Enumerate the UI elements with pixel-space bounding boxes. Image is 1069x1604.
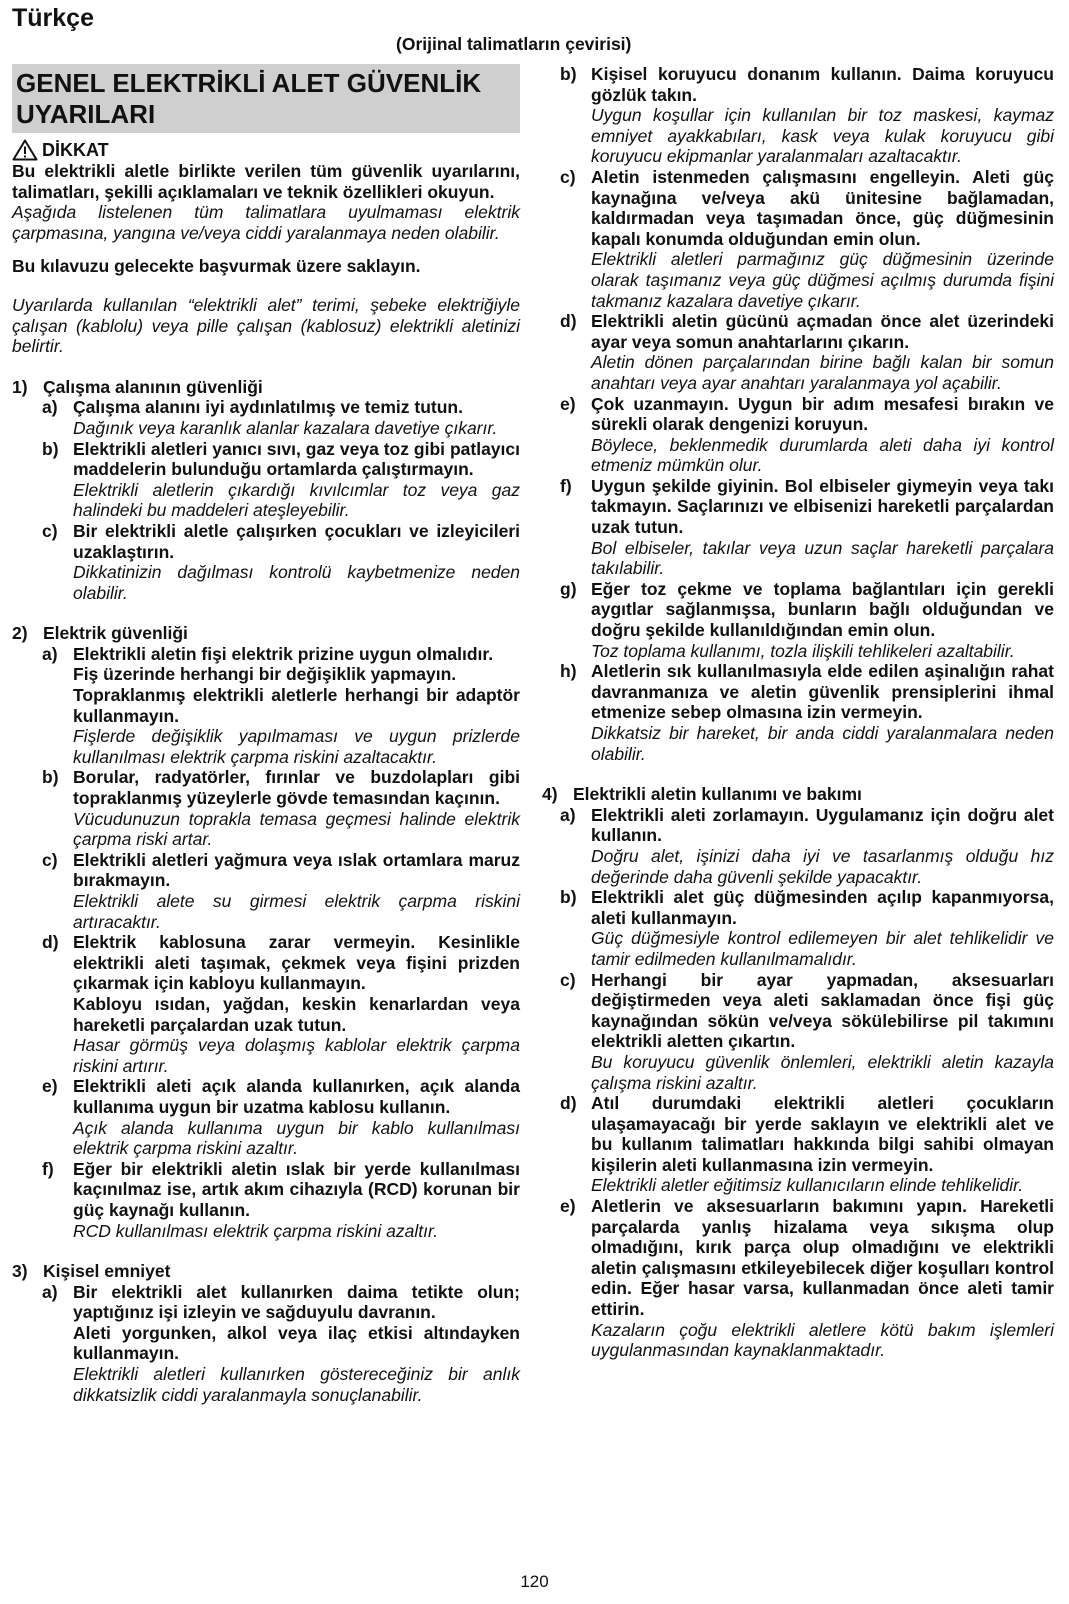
instruction-text: Borular, radyatörler, fırınlar ve buzdolapları gibi topraklanmış yüzeylerle gövde temasından kaçının. (73, 767, 520, 809)
instruction-text: Topraklanmış elektrikli aletlerle herhangi bir adaptör kullanmayın. (73, 685, 520, 726)
explanation-text: Elektrikli aletler eğitimsiz kullanıcıların elinde tehlikelidir. (591, 1175, 1024, 1196)
list-item (542, 64, 1054, 167)
instruction-text: Çalışma alanını iyi aydınlatılmış ve temiz tutun. (73, 397, 463, 418)
list-item (542, 1196, 1054, 1361)
explanation-text: Elektrikli aletleri parmağınız güç düğmesinin üzerinde olarak taşımanız veya güç düğmesi açılmış durumda fişini takmanız kazalara davetiye çıkarır. (591, 249, 1054, 311)
list-item (542, 311, 1054, 393)
explanation-text: RCD kullanılması elektrik çarpma riskini azaltır. (73, 1220, 438, 1241)
list-item (12, 521, 520, 603)
instruction-text: Elektrikli alet güç düğmesinden açılıp kapanmıyorsa, aleti kullanmayın. (591, 887, 1054, 928)
list-label: c) (42, 849, 58, 870)
right-column (542, 64, 1054, 1361)
list-label: g) (560, 578, 577, 599)
instruction-text: Çok uzanmayın. Uygun bir adım mesafesi bırakın ve sürekli olarak dengenizi koruyun. (591, 393, 1054, 435)
instruction-text: Aletlerin sık kullanılmasıyla elde edilen aşinalığın rahat davranmanıza ve aletin güvenlik prensiplerini ihmal etmenize sebep olmasına izin vermeyin. (591, 661, 1054, 723)
instruction-text: Bir elektrikli alet kullanırken daima tetikte olun; yaptığınız işi izleyin ve sağduyulu davranın. (73, 1281, 520, 1323)
list-item (12, 439, 520, 521)
list-label: 3) (12, 1261, 28, 1282)
instruction-text: Eğer toz çekme ve toplama bağlantıları için gerekli aygıtlar sağlanmışsa, bunların bağlı olduğundan ve doğru şekilde kullanıldığından emin olun. (591, 578, 1054, 641)
section-banner: GENEL ELEKTRİKLİ ALET GÜVENLİK UYARILARI (12, 64, 520, 133)
list-item (12, 1282, 520, 1406)
list-label: e) (560, 1196, 576, 1217)
warning-icon (12, 139, 38, 161)
explanation-text: Vücudunuzun toprakla temasa geçmesi halinde elektrik çarpma riski artar. (73, 808, 520, 850)
instruction-text: Uygun şekilde giyinin. Bol elbiseler giymeyin veya takı takmayın. Saçlarınızı ve elbisenizi hareketli parçalardan uzak tutun. (591, 475, 1054, 538)
list-label: a) (42, 643, 58, 664)
caution-consequence: Aşağıda listelenen tüm talimatlara uyulmaması elektrik çarpmasına, yangına ve/veya ciddi yaralanmaya neden olabilir. (12, 202, 520, 243)
list-label: b) (560, 887, 577, 908)
list-item (12, 1159, 520, 1241)
section-heading-1 (12, 377, 520, 398)
list-label: e) (560, 393, 576, 414)
section-heading-4 (542, 784, 1054, 805)
instruction-text: Elektrikli aleti zorlamayın. Uygulamanız için doğru alet kullanın. (591, 804, 1054, 846)
list-label: Çalışma alanının güvenliği (43, 376, 263, 397)
list-label: Kişisel emniyet (43, 1261, 171, 1282)
explanation-text: Böylece, beklenmedik durumlarda aleti daha iyi kontrol etmeniz mümkün olur. (591, 434, 1054, 476)
instruction-text: Kabloyu ısıdan, yağdan, keskin kenarlardan veya hareketli parçalardan uzak tutun. (73, 993, 520, 1035)
list-item (12, 850, 520, 932)
explanation-text: Güç düğmesiyle kontrol edilemeyen bir alet tehlikelidir ve tamir edilmeden kullanılmamalıdır. (591, 928, 1054, 969)
list-item (12, 932, 520, 1076)
caution-heading (12, 139, 520, 161)
list-item (542, 887, 1054, 969)
list-label: d) (560, 1093, 577, 1114)
explanation-text: Elektrikli alete su girmesi elektrik çarpma riskini artıracaktır. (73, 891, 520, 932)
instruction-text: Elektrikli aletin fişi elektrik prizine uygun olmalıdır. (73, 643, 494, 664)
list-item (12, 397, 520, 438)
list-label: b) (42, 767, 59, 788)
list-label: b) (560, 64, 577, 84)
language-heading: Türkçe (12, 4, 94, 32)
list-label: f) (560, 475, 572, 496)
instruction-text: Elektrikli aleti açık alanda kullanırken, açık alanda kullanıma uygun bir uzatma kablosu kullanın. (73, 1076, 520, 1117)
explanation-text: Toz toplama kullanımı, tozla ilişkili tehlikeleri azaltabilir. (591, 640, 1015, 661)
instruction-text: Elektrikli aletin gücünü açmadan önce alet üzerindeki ayar veya somun anahtarlarını çıkarın. (591, 311, 1054, 352)
explanation-text: Bol elbiseler, takılar veya uzun saçlar hareketli parçalara takılabilir. (591, 537, 1054, 579)
instruction-text: Elektrikli aletleri yağmura veya ıslak ortamlara maruz bırakmayın. (73, 849, 520, 891)
explanation-text: Fişlerde değişiklik yapılmaması ve uygun prizlerde kullanılması elektrik çarpma riskini azaltacaktır. (73, 726, 520, 767)
list-label: c) (42, 520, 58, 541)
list-label: b) (42, 438, 59, 459)
list-label: 4) (542, 784, 558, 805)
list-label: h) (560, 661, 577, 682)
list-item (12, 644, 520, 768)
list-label: Elektrik güvenliği (43, 623, 188, 644)
list-item (542, 1093, 1054, 1196)
instruction-text: Aletin istenmeden çalışmasını engelleyin. Aleti güç kaynağına ve/veya akü ünitesine bağlamadan, kaldırmadan veya taşımadan önce, güç düğmesinin kapalı konumda olduğundan emin olun. (591, 166, 1054, 249)
explanation-text: Elektrikli aletlerin çıkardığı kıvılcımlar toz veya gaz halindeki bu maddeleri ateşleyebilir. (73, 479, 520, 521)
instruction-text: Herhangi bir ayar yapmadan, aksesuarları değiştirmeden veya aleti saklamadan önce fişi güç kaynağından sökün ve/veya sökülebilirse pil takımını elektrikli aletten çıkartın. (591, 969, 1054, 1052)
list-label: d) (42, 932, 59, 953)
caution-label: DİKKAT (42, 139, 109, 160)
list-label: a) (560, 804, 576, 825)
instruction-text: Aleti yorgunken, alkol veya ilaç etkisi altındayken kullanmayın. (73, 1322, 520, 1364)
caution-read-all: Bu elektrikli aletle birlikte verilen tüm güvenlik uyarılarını, talimatları, şekilli açıklamaları ve teknik özellikleri okuyun. (12, 161, 520, 202)
list-item (12, 1076, 520, 1158)
explanation-text: Doğru alet, işinizi daha iyi ve tasarlanmış olduğu hız değerinde daha güvenli şekilde yapacaktır. (591, 845, 1054, 887)
translation-note: (Orijinal talimatların çevirisi) (396, 34, 632, 54)
explanation-text: Aletin dönen parçalarından birine bağlı kalan bir somun anahtarı veya ayar anahtarı yaralanmaya yol açabilir. (591, 352, 1054, 393)
list-item (542, 805, 1054, 887)
list-item (542, 167, 1054, 311)
list-label: f) (42, 1158, 54, 1179)
list-label: a) (42, 397, 58, 418)
instruction-text: Fiş üzerinde herhangi bir değişiklik yapmayın. (73, 664, 457, 685)
list-label: d) (560, 311, 577, 332)
list-item (542, 970, 1054, 1094)
instruction-text: Eğer bir elektrikli aletin ıslak bir yerde kullanılması kaçınılmaz ise, artık akım cihazıyla (RCD) korunan bir güç kaynağı kullanın. (73, 1158, 520, 1220)
section-heading-3 (12, 1261, 520, 1282)
explanation-text: Uygun koşullar için kullanılan bir toz maskesi, kaymaz emniyet ayakkabıları, kask veya kulak koruyucu gibi koruyucu ekipmanlar yaralanmaları azaltacaktır. (591, 105, 1054, 167)
list-item (542, 394, 1054, 476)
explanation-text: Bu koruyucu güvenlik önlemleri, elektrikli aletin kazayla çalışma riskini azaltır. (591, 1051, 1054, 1093)
explanation-text: Kazaların çoğu elektrikli aletlere kötü bakım işlemleri uygulanmasından kaynaklanmaktadır. (591, 1319, 1054, 1361)
list-label: Elektrikli aletin kullanımı ve bakımı (573, 784, 862, 805)
instruction-text: Aletlerin ve aksesuarların bakımını yapın. Hareketli parçalarda yanlış hizalama veya sıkışma olup olmadığını, kırık parça olup olmadığını ve elektrikli aletin çalışmasını etkileyebilecek diğer koşulları kontrol edin. Eğer hasar varsa, kullanmadan önce aleti tamir ettirin. (591, 1196, 1054, 1320)
list-label: c) (560, 166, 576, 187)
explanation-text: Açık alanda kullanıma uygun bir kablo kullanılması elektrik çarpma riskini azaltır. (73, 1117, 520, 1159)
list-label: 2) (12, 623, 28, 644)
list-item (542, 579, 1054, 661)
instruction-text: Elektrik kablosuna zarar vermeyin. Kesinlikle elektrikli aleti taşımak, çekmek veya fişini prizden çıkarmak için kabloyu kullanmayın. (73, 932, 520, 994)
list-item (542, 661, 1054, 764)
instruction-text: Elektrikli aletleri yanıcı sıvı, gaz veya toz gibi patlayıcı maddelerin bulunduğu ortamlarda çalıştırmayın. (73, 438, 520, 480)
instruction-text: Kişisel koruyucu donanım kullanın. Daima koruyucu gözlük takın. (591, 64, 1054, 105)
instruction-text: Atıl durumdaki elektrikli aletleri çocukların ulaşamayacağı bir yerde saklayın ve elektrikli alet ve bu kullanım talimatları hakkında bilgi sahibi olmayan kişilerin aleti kullanmasına izin vermeyin. (591, 1093, 1054, 1175)
list-label: e) (42, 1076, 58, 1097)
section-heading-2 (12, 623, 520, 644)
term-definition: Uyarılarda kullanılan “elektrikli alet” terimi, şebeke elektriğiyle çalışan (kablolu) veya pille çalışan (kablosuz) elektrikli aletinizi belirtir. (12, 294, 520, 357)
explanation-text: Dağınık veya karanlık alanlar kazalara davetiye çıkarır. (73, 417, 498, 438)
keep-manual-note: Bu kılavuzu gelecekte başvurmak üzere saklayın. (12, 256, 421, 277)
explanation-text: Hasar görmüş veya dolaşmış kablolar elektrik çarpma riskini artırır. (73, 1035, 520, 1076)
explanation-text: Dikkatinizin dağılması kontrolü kaybetmenize neden olabilir. (73, 562, 520, 603)
explanation-text: Elektrikli aletleri kullanırken göstereceğiniz bir anlık dikkatsizlik ciddi yaralanmayla sonuçlanabilir. (73, 1364, 520, 1405)
list-item (542, 476, 1054, 579)
left-column (12, 64, 520, 1405)
list-item (12, 767, 520, 849)
list-label: a) (42, 1281, 58, 1302)
instruction-text: Bir elektrikli aletle çalışırken çocukları ve izleyicileri uzaklaştırın. (73, 520, 520, 562)
explanation-text: Dikkatsiz bir hareket, bir anda ciddi yaralanmalara neden olabilir. (591, 723, 1054, 764)
page-number: 120 (520, 1572, 549, 1591)
list-label: c) (560, 969, 576, 990)
list-label: 1) (12, 376, 28, 397)
